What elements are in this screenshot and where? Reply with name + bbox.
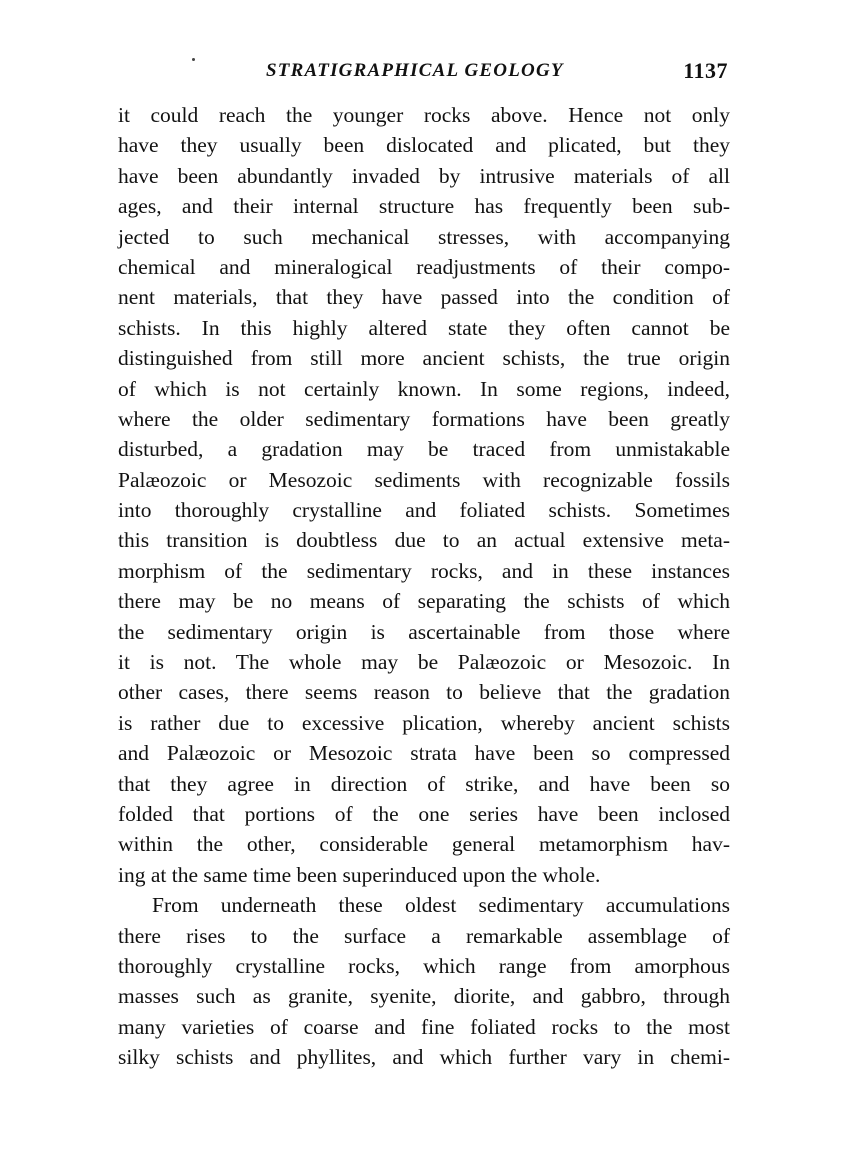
- text-line: have been abundantly invaded by intrusive materials of all: [118, 163, 730, 188]
- text-line: schists. In this highly altered state they often cannot be: [118, 315, 730, 340]
- text-line: where the older sedimentary formations have been greatly: [118, 406, 730, 431]
- text-line: masses such as granite, syenite, diorite, and gabbro, through: [118, 984, 730, 1009]
- text-line: and Palæozoic or Mesozoic strata have been so compressed: [118, 741, 730, 766]
- page-header: [118, 60, 738, 92]
- text-line: this transition is doubtless due to an actual extensive meta-: [118, 528, 730, 553]
- text-line: disturbed, a gradation may be traced from unmistakable: [118, 437, 730, 462]
- text-line: there rises to the surface a remarkable assemblage of: [118, 923, 730, 948]
- text-line: many varieties of coarse and fine foliated rocks to the most: [118, 1014, 730, 1039]
- text-line: ing at the same time been superinduced upon the whole.: [118, 862, 601, 887]
- text-line: silky schists and phyllites, and which further vary in chemi-: [118, 1045, 730, 1070]
- text-line: ages, and their internal structure has frequently been sub-: [118, 194, 730, 219]
- text-line: nent materials, that they have passed into the condition of: [118, 285, 730, 310]
- text-line: within the other, considerable general metamorphism hav-: [118, 832, 730, 857]
- text-line: there may be no means of separating the schists of which: [118, 589, 730, 614]
- text-line: it is not. The whole may be Palæozoic or Mesozoic. In: [118, 650, 730, 675]
- paragraph-2: [118, 890, 730, 1072]
- page-number: 1137: [683, 58, 728, 83]
- text-line: thoroughly crystalline rocks, which range from amorphous: [118, 953, 730, 978]
- text-line: jected to such mechanical stresses, with accompanying: [118, 224, 730, 249]
- running-title: STRATIGRAPHICAL GEOLOGY: [266, 60, 564, 81]
- text-line: folded that portions of the one series have been inclosed: [118, 801, 730, 826]
- text-line: From underneath these oldest sedimentary accumulations: [152, 893, 730, 918]
- paragraph-1: [118, 100, 730, 890]
- text-line: Palæozoic or Mesozoic sediments with recognizable fossils: [118, 467, 730, 492]
- text-line: it could reach the younger rocks above. Hence not only: [118, 103, 730, 127]
- text-line: that they agree in direction of strike, and have been so: [118, 771, 730, 796]
- text-line: the sedimentary origin is ascertainable from those where: [118, 619, 730, 644]
- text-line: is rather due to excessive plication, whereby ancient schists: [118, 710, 730, 735]
- text-line: other cases, there seems reason to believe that the gradation: [118, 680, 730, 705]
- text-line: have they usually been dislocated and plicated, but they: [118, 133, 730, 158]
- body-text: [118, 100, 730, 1073]
- text-line: into thoroughly crystalline and foliated schists. Sometimes: [118, 498, 730, 523]
- text-line: chemical and mineralogical readjustments of their compo-: [118, 254, 730, 279]
- text-line: morphism of the sedimentary rocks, and in these instances: [118, 558, 730, 583]
- text-line: distinguished from still more ancient schists, the true origin: [118, 346, 730, 371]
- text-line: of which is not certainly known. In some regions, indeed,: [118, 376, 730, 401]
